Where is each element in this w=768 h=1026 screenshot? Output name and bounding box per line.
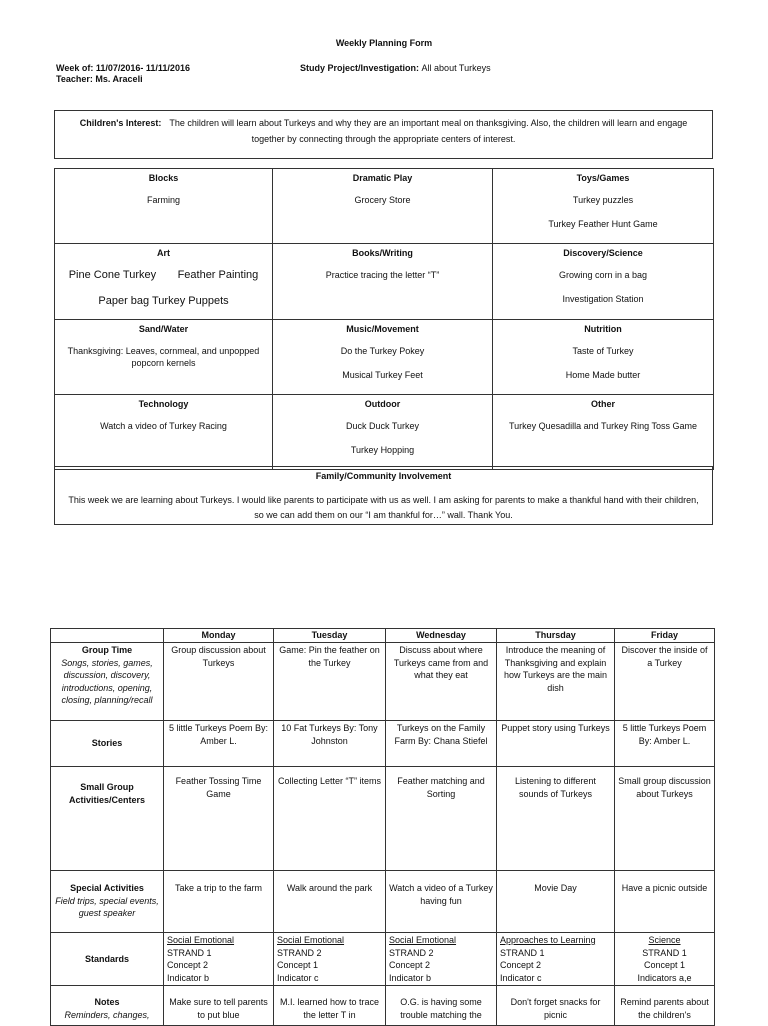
weekly-schedule-table (50, 628, 715, 1026)
center-music-movement: Music/Movement Do the Turkey Pokey Musical Turkey Feet (273, 320, 493, 395)
center-sand-water: Sand/Water Thanksgiving: Leaves, cornmeal, and unpopped popcorn kernels (55, 320, 273, 395)
center-blocks: Blocks Farming (55, 169, 273, 244)
day-wednesday: Wednesday (386, 629, 497, 643)
study-value: All about Turkeys (421, 63, 491, 73)
center-dramatic-play: Dramatic Play Grocery Store (273, 169, 493, 244)
center-toys-games: Toys/Games Turkey puzzles Turkey Feather Hunt Game (493, 169, 714, 244)
family-involvement-box (54, 466, 713, 525)
row-label-group-time: Group Time Songs, stories, games, discussion, discovery, introductions, opening, closing, planning/recall (51, 643, 164, 721)
center-outdoor: Outdoor Duck Duck Turkey Turkey Hopping (273, 395, 493, 470)
row-label-standards: Standards (51, 933, 164, 986)
day-tuesday: Tuesday (274, 629, 386, 643)
study-label: Study Project/Investigation: (300, 63, 420, 73)
children-interest-box (54, 110, 713, 159)
row-label-special-activities: Special Activities Field trips, special events, guest speaker (51, 871, 164, 933)
row-label-stories: Stories (51, 721, 164, 767)
day-thursday: Thursday (497, 629, 615, 643)
day-friday: Friday (615, 629, 715, 643)
row-label-small-group: Small Group Activities/Centers (51, 767, 164, 871)
center-discovery-science: Discovery/Science Growing corn in a bag Investigation Station (493, 244, 714, 320)
center-other: Other Turkey Quesadilla and Turkey Ring Toss Game (493, 395, 714, 470)
table-row: Notes Reminders, changes, Make sure to tell parents to put blue M.I. learned how to trace the letter T in O.G. is having some trouble matching the Don't forget snacks for picnic Remind parents about the children's (51, 986, 715, 1026)
table-row: Special Activities Field trips, special events, guest speaker Take a trip to the farm Walk around the park Watch a video of a Turkey having fun Movie Day Have a picnic outside (51, 871, 715, 933)
interest-label: Children's Interest: (79, 118, 162, 128)
center-nutrition: Nutrition Taste of Turkey Home Made butter (493, 320, 714, 395)
center-technology: Technology Watch a video of Turkey Racing (55, 395, 273, 470)
row-label-notes: Notes Reminders, changes, (51, 986, 164, 1026)
standard-friday: Science STRAND 1 Concept 1 Indicators a,e (615, 933, 715, 986)
centers-table (54, 168, 714, 470)
table-row: Group Time Songs, stories, games, discussion, discovery, introductions, opening, closing, planning/recall Group discussion about Turkeys Game: Pin the feather on the Turkey Discuss about where Turkeys came from and what they eat Introduce the meaning of Thanksgiving and explain how Turkeys are the main dish Discover the inside of a Turkey (51, 643, 715, 721)
standard-tuesday: Social Emotional STRAND 2 Concept 1 Indicator c (274, 933, 386, 986)
form-title: Weekly Planning Form (335, 38, 433, 48)
center-books-writing: Books/Writing Practice tracing the letter “T” (273, 244, 493, 320)
standard-monday: Social Emotional STRAND 1 Concept 2 Indicator b (164, 933, 274, 986)
day-header-row (51, 629, 715, 643)
week-label: Week of: (56, 63, 94, 73)
table-row: Small Group Activities/Centers Feather Tossing Time Game Collecting Letter “T” items Feather matching and Sorting Listening to different sounds of Turkeys Small group discussion about Turkeys (51, 767, 715, 871)
teacher-value: Ms. Araceli (95, 74, 143, 84)
interest-text: The children will learn about Turkeys and why they are an important meal on thanksgiving. Also, the children will learn and engage together by connecting through the appropriate centers of interest. (169, 118, 688, 144)
teacher-label: Teacher: (56, 74, 93, 84)
table-row (51, 933, 715, 986)
center-art: Art Pine Cone Turkey Feather Painting Paper bag Turkey Puppets (55, 244, 273, 320)
family-text: This week we are learning about Turkeys. I would like parents to participate with us as well. I am asking for parents to make a thankful hand with their children, so we can add them on our “I am thankful for…” wall. Thank You. (68, 495, 699, 520)
standard-thursday: Approaches to Learning STRAND 1 Concept 2 Indicator c (497, 933, 615, 986)
day-monday: Monday (164, 629, 274, 643)
table-row: Stories 5 little Turkeys Poem By: Amber L. 10 Fat Turkeys By: Tony Johnston Turkeys on the Family Farm By: Chana Stiefel Puppet story using Turkeys 5 little Turkeys Poem By: Amber L. (51, 721, 715, 767)
week-value: 11/07/2016- 11/11/2016 (95, 63, 190, 73)
study-project (300, 63, 491, 74)
week-of (56, 63, 190, 85)
standard-wednesday: Social Emotional STRAND 2 Concept 2 Indicator b (386, 933, 497, 986)
family-title: Family/Community Involvement (315, 471, 452, 481)
